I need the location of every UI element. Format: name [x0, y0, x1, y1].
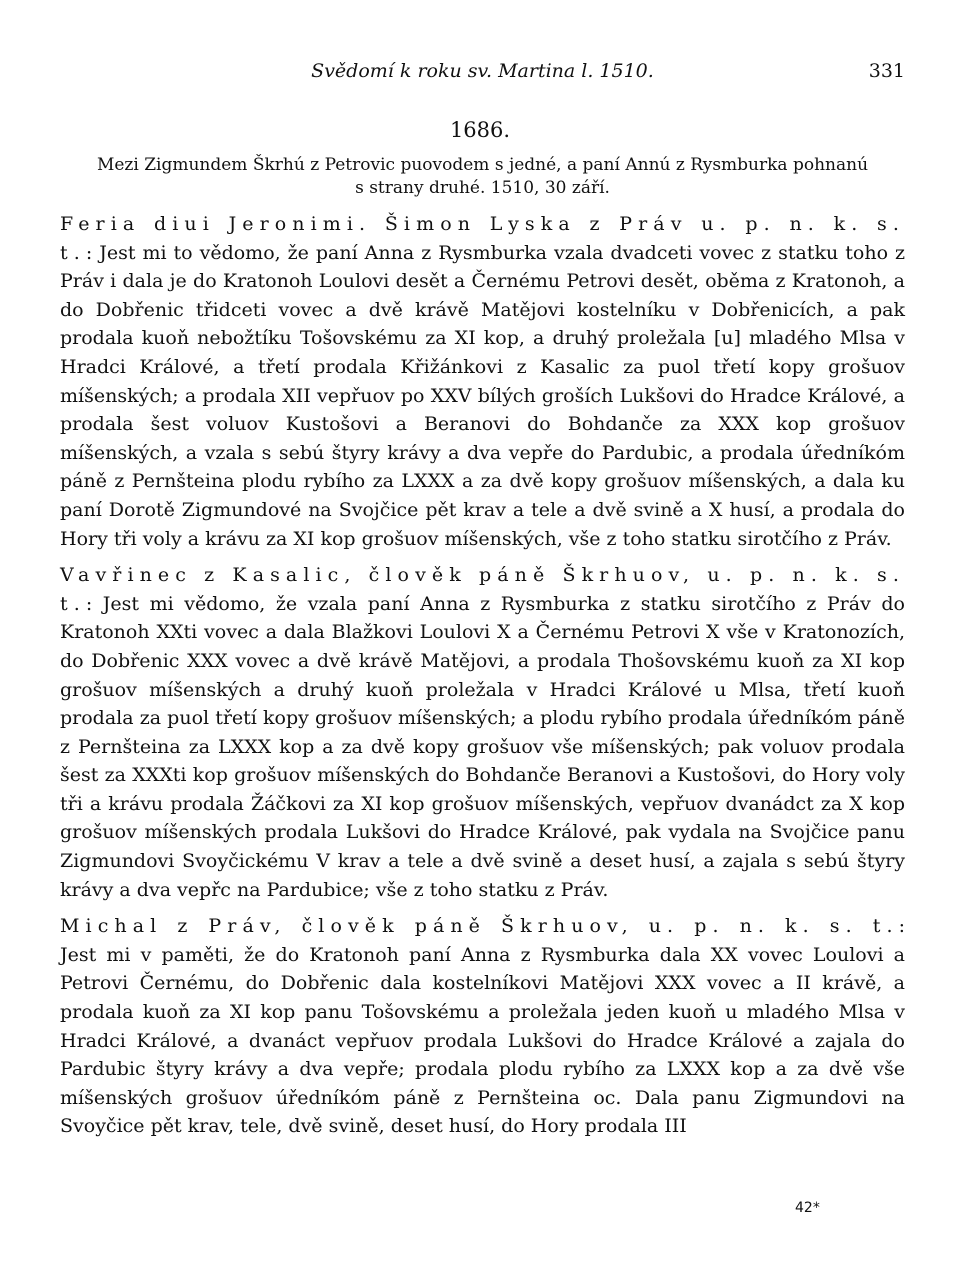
running-head [60, 60, 905, 90]
testimony-lead: Vavřinec z Kasalic, člověk páně Škrhuov, u. p. n. k. s. t. [60, 564, 905, 615]
document-heading-line: s strany druhé. 1510, 30 září. [355, 178, 610, 198]
body-text [60, 210, 905, 1141]
document-heading-line: Mezi Zigmundem Škrhú z Petrovic puovodem s jedné, a paní Annú z Rysmburka pohnanú [96, 155, 869, 175]
testimony-lead: Feria diui Jeronimi. Šimon Lyska z Práv u. p. n. k. s. t. [60, 213, 905, 264]
testimony-paragraph [60, 210, 905, 553]
running-title: Svědomí k roku sv. Martina l. 1510. [311, 60, 654, 82]
page-number: 331 [868, 60, 905, 82]
testimony-text: : Jest mi to vědomo, že paní Anna z Rysmburka vzala dvadceti vovec z statku toho z Práv i dala je do Kratonoh Loulovi desět a Černému Petrovi desět, oběma z Kratonoh, a do Dobřenic třidceti vovec a dvě krávě Matějovi kostelníku v Dobřenicích, a pak prodala kuoň nebožtíku Tošovskému za XI kop, a druhý proležala [u] mladého Mlsa v Hradci Králové, a třetí prodala Křižánkovi z Kasalic za puol třetí kopy grošuov míšenských; a prodala XII vepřuov po XXV bílých groších Lukšovi do Hradce Králové, a prodala šest voluov Kustošovi a Beranovi do Bohdanče za XXX kop grošuov míšenských, a vzala s sebú štyry krávy a dva vepře do Pardubic, a prodala úředníkóm páně z Pernšteina plodu rybího za LXXX a za dvě kopy grošuov míšenských, a dala ku paní Dorotě Zigmundové na Svojčice pět krav a tele a dvě svině a X husí, a prodala do Hory tři voly a krávu za XI kop grošuov míšenských, vše z toho statku sirotčího z Práv. [60, 241, 905, 550]
testimony-lead: Michal z Práv, člověk páně Škrhuov, u. p. n. k. s. t. [60, 915, 899, 938]
testimony-paragraph [60, 561, 905, 904]
document-number: 1686. [449, 118, 511, 142]
signature-mark: 42* [795, 1200, 820, 1216]
testimony-text: : Jest mi vědomo, že vzala paní Anna z Rysmburka z statku sirotčího z Práv do Kratonoh XXti vovec a dala Blažkovi Loulovi X a Černému Petrovi X vše v Kratonozích, do Dobřenic XXX vovec a dvě krávě Matějovi, a prodala Thošovskému kuoň za XI kop grošuov míšenských a druhý kuoň proležala v Hradci Králové u Mlsa, třetí kuoň prodala za puol třetí kopy grošuov míšenských; a plodu rybího prodala úředníkóm páně z Pernšteina za LXXX kop a za dvě kopy grošuov vše míšenských; pak voluov prodala šest za XXXti kop grošuov míšenských do Bohdanče Beranovi a Kustošovi, do Hory voly tři a krávu prodala Žáčkovi za XI kop grošuov míšenských, vepřuov dvanádct za X kop grošuov míšenských prodala Lukšovi do Hradce Králové, pak vydala na Svojčice panu Zigmundovi Svoyčickému V krav a tele a dvě svině a deset husí, a zajala s sebú štyry krávy a dva vepřc na Pardubice; vše z toho statku z Práv. [60, 592, 905, 901]
document-heading [60, 154, 905, 200]
testimony-text: : Jest mi v paměti, že do Kratonoh paní Anna z Rysmburka dala XX vovec Loulovi a Petrovi Černému, do Dobřenic dala kostelníkovi Matějovi XXX vovec a II krávě, a prodala kuoň za XI kop panu Tošovskému a proležala jeden kuoň u mladého Mlsa v Hradci Králové, a dvanáct vepřuov prodala Lukšovi do Hradce Králové a zajala do Pardubic štyry krávy a dva vepře; prodala plodu rybího za LXXX kop a za dvě vše míšenských grošuov úředníkóm páně z Pernšteina oc. Dala panu Zigmundovi na Svoyčice pět krav, tele, dvě svině, deset husí, do Hory prodala III [60, 915, 905, 1138]
testimony-paragraph [60, 912, 905, 1141]
